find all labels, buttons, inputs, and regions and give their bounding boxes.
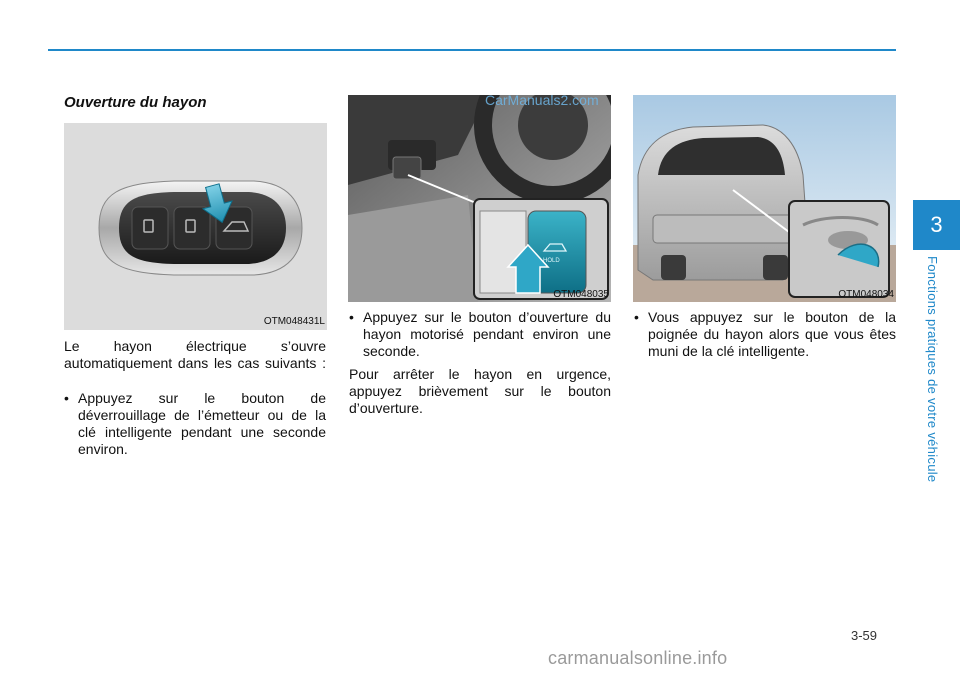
page-number: 3-59 bbox=[851, 628, 878, 643]
bullet-symbol: • bbox=[634, 309, 639, 325]
header-rule bbox=[48, 49, 896, 51]
section-title: Ouverture du hayon bbox=[64, 94, 207, 111]
chapter-title-text: Fonctions pratiques de votre véhicule bbox=[925, 256, 940, 483]
bullet-item bbox=[349, 309, 611, 363]
bullet-symbol: • bbox=[349, 309, 354, 325]
bullet-symbol: • bbox=[64, 390, 69, 406]
figure-code: OTM048035 bbox=[553, 289, 609, 300]
hold-label: HOLD bbox=[543, 258, 560, 264]
figure-code: OTM048431L bbox=[263, 316, 325, 327]
dashboard-switch-figure bbox=[348, 95, 611, 302]
smart-key-figure bbox=[64, 123, 327, 330]
watermark-top: CarManuals2.com bbox=[485, 92, 599, 108]
chapter-tab bbox=[913, 200, 960, 250]
chapter-number: 3 bbox=[930, 212, 943, 237]
rear-handle-figure bbox=[633, 95, 896, 302]
watermark-bottom: carmanualsonline.info bbox=[548, 648, 728, 668]
intro-paragraph bbox=[64, 338, 326, 372]
chapter-title bbox=[923, 256, 943, 506]
intro-text: Le hayon électrique s’ouvre automatiquement dans les cas suivants : bbox=[64, 338, 326, 371]
bullet-item bbox=[634, 309, 896, 363]
figure-code: OTM048034 bbox=[838, 289, 894, 300]
rear-car-illustration bbox=[633, 95, 896, 302]
bullet-text: Appuyez sur le bouton de déverrouillage de l’émetteur ou de la clé intelligente pendant une seconde environ. bbox=[78, 390, 326, 457]
bullet-text: Appuyez sur le bouton d’ouverture du hayon motorisé pendant environ une seconde. bbox=[363, 309, 611, 359]
dashboard-illustration bbox=[348, 95, 611, 302]
emergency-note-text: Pour arrêter le hayon en urgence, appuyez brièvement sur le bouton d’ouverture. bbox=[349, 366, 611, 416]
smart-key-illustration bbox=[64, 123, 327, 330]
emergency-note bbox=[349, 366, 611, 417]
bullet-item bbox=[64, 390, 326, 462]
bullet-text: Vous appuyez sur le bouton de la poignée du hayon alors que vous êtes muni de la clé intelligente. bbox=[648, 309, 896, 359]
